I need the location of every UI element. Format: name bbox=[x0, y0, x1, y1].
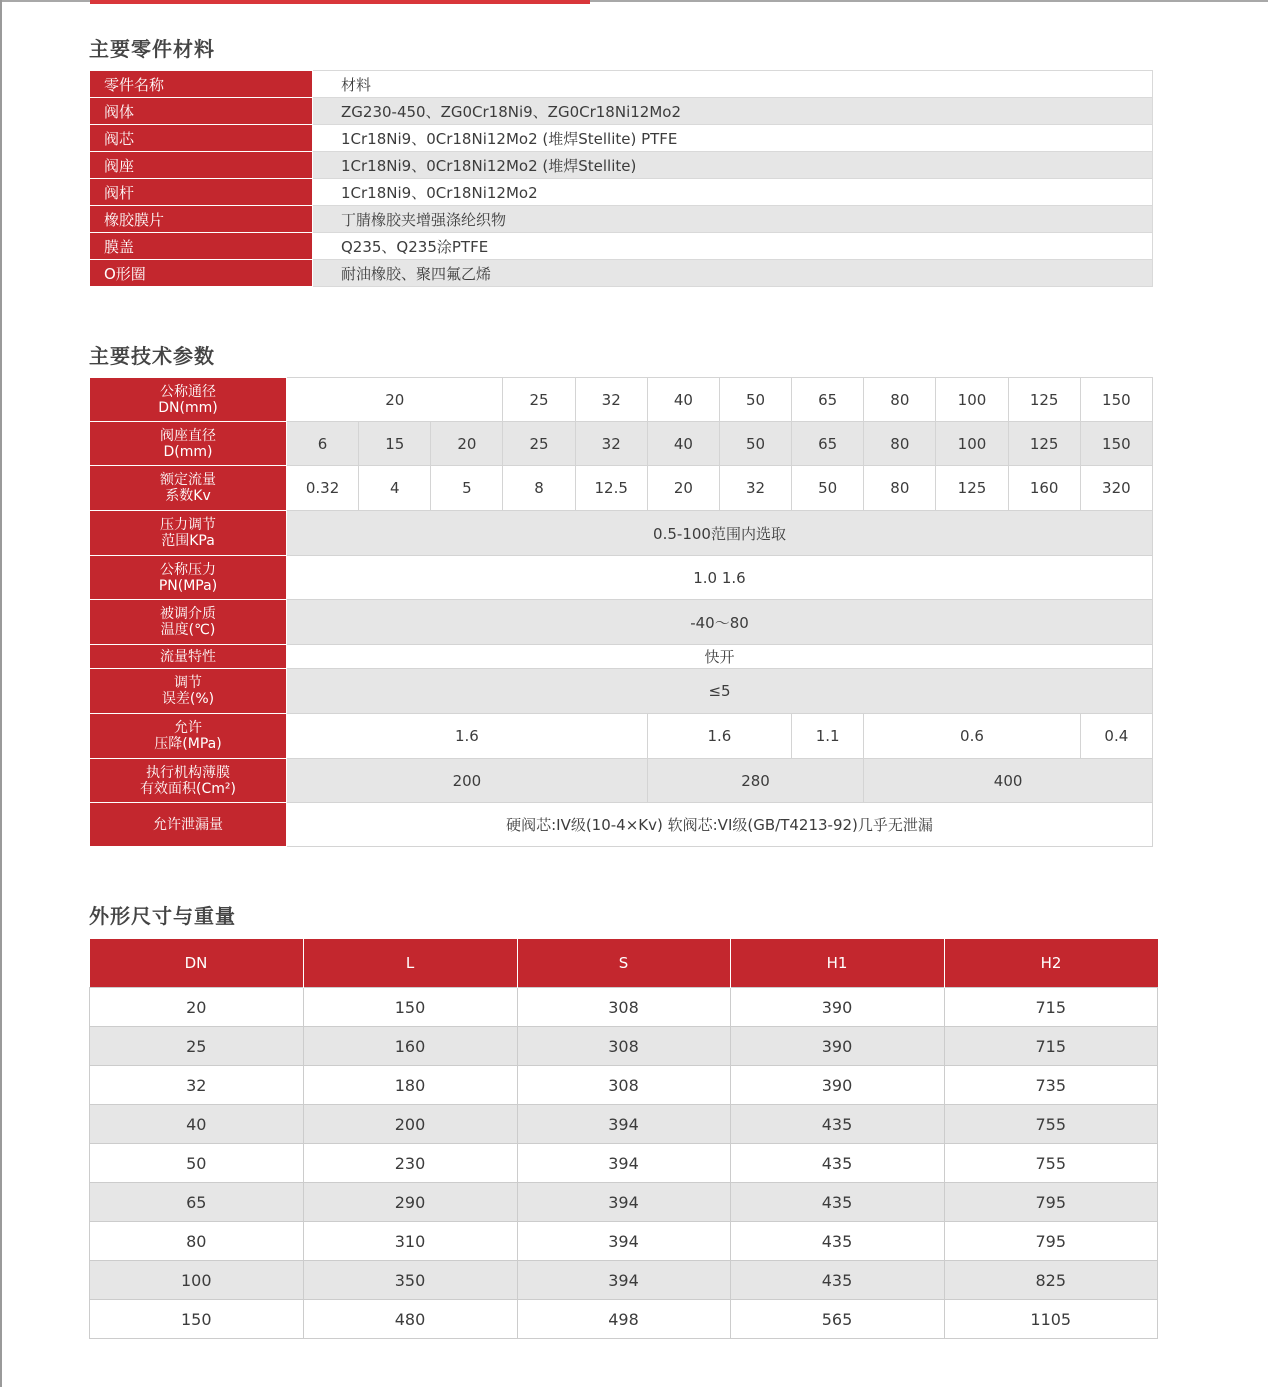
dims-cell: 100 bbox=[90, 1261, 304, 1300]
tech-row-d bbox=[90, 422, 1153, 466]
dims-cell: 290 bbox=[303, 1183, 517, 1222]
dims-cell: 160 bbox=[303, 1027, 517, 1066]
flow-value: 快开 bbox=[287, 645, 1153, 669]
tech-label-pn bbox=[90, 556, 287, 600]
dims-cell: 25 bbox=[90, 1027, 304, 1066]
tech-label-flow bbox=[90, 645, 287, 669]
dn-value: 32 bbox=[575, 378, 647, 422]
dims-row bbox=[90, 1222, 1158, 1261]
label-line: 压降(MPa) bbox=[154, 736, 222, 752]
dims-row bbox=[90, 1300, 1158, 1339]
dims-cell: 308 bbox=[517, 1027, 730, 1066]
tech-row-pn bbox=[90, 556, 1153, 600]
materials-part-name: O形圈 bbox=[90, 260, 313, 287]
dims-header-s: S bbox=[517, 939, 730, 988]
materials-material: 丁腈橡胶夹增强涤纶织物 bbox=[313, 206, 1153, 233]
label-line: 有效面积(Cm²) bbox=[140, 780, 236, 797]
dims-cell: 715 bbox=[944, 1027, 1158, 1066]
dims-row bbox=[90, 1183, 1158, 1222]
tech-label-drop bbox=[90, 714, 287, 759]
tech-label-dn bbox=[90, 378, 287, 422]
materials-title: 主要零件材料 bbox=[89, 37, 215, 61]
dn-value: 125 bbox=[1008, 378, 1080, 422]
dims-header-h1: H1 bbox=[730, 939, 944, 988]
materials-part-name: 阀体 bbox=[90, 98, 313, 125]
dims-cell: 310 bbox=[303, 1222, 517, 1261]
dims-row bbox=[90, 1105, 1158, 1144]
tech-row-temp bbox=[90, 600, 1153, 645]
dims-cell: 308 bbox=[517, 988, 730, 1027]
label-line: D(mm) bbox=[163, 443, 213, 460]
kv-value: 125 bbox=[936, 466, 1008, 511]
dims-cell: 180 bbox=[303, 1066, 517, 1105]
dims-cell: 735 bbox=[944, 1066, 1158, 1105]
d-value: 25 bbox=[503, 422, 575, 466]
materials-row bbox=[90, 125, 1153, 152]
dims-row bbox=[90, 1261, 1158, 1300]
materials-material: 1Cr18Ni9、0Cr18Ni12Mo2 bbox=[313, 179, 1153, 206]
materials-part-name: 阀芯 bbox=[90, 125, 313, 152]
dims-cell: 825 bbox=[944, 1261, 1158, 1300]
error-value: ≤5 bbox=[287, 669, 1153, 714]
dims-row bbox=[90, 1027, 1158, 1066]
tech-label-area bbox=[90, 759, 287, 803]
d-value: 32 bbox=[575, 422, 647, 466]
materials-row bbox=[90, 179, 1153, 206]
dims-cell: 150 bbox=[90, 1300, 304, 1339]
kv-value: 80 bbox=[864, 466, 936, 511]
dims-row bbox=[90, 988, 1158, 1027]
materials-part-name: 橡胶膜片 bbox=[90, 206, 313, 233]
d-value: 150 bbox=[1080, 422, 1152, 466]
label-line: 系数Kv bbox=[165, 488, 211, 504]
kv-value: 320 bbox=[1080, 466, 1152, 511]
tech-row-drop bbox=[90, 714, 1153, 759]
dims-cell: 715 bbox=[944, 988, 1158, 1027]
dims-cell: 390 bbox=[730, 1027, 944, 1066]
dims-cell: 394 bbox=[517, 1183, 730, 1222]
label-line: 温度(℃) bbox=[160, 622, 216, 638]
tech-label-kv bbox=[90, 466, 287, 511]
tech-title: 主要技术参数 bbox=[89, 344, 215, 368]
dims-cell: 350 bbox=[303, 1261, 517, 1300]
tech-label-d bbox=[90, 422, 287, 466]
dims-cell: 498 bbox=[517, 1300, 730, 1339]
materials-material: ZG230-450、ZG0Cr18Ni9、ZG0Cr18Ni12Mo2 bbox=[313, 98, 1153, 125]
kv-value: 5 bbox=[431, 466, 503, 511]
materials-material: 材料 bbox=[313, 71, 1153, 98]
dims-title: 外形尺寸与重量 bbox=[89, 904, 236, 928]
tech-row-dn bbox=[90, 378, 1153, 422]
dims-cell: 390 bbox=[730, 988, 944, 1027]
dims-cell: 394 bbox=[517, 1261, 730, 1300]
kv-value: 50 bbox=[792, 466, 864, 511]
dims-cell: 795 bbox=[944, 1222, 1158, 1261]
kv-value: 160 bbox=[1008, 466, 1080, 511]
label-line: 阀座直径 bbox=[160, 427, 216, 444]
materials-material: 耐油橡胶、聚四氟乙烯 bbox=[313, 260, 1153, 287]
dims-cell: 435 bbox=[730, 1144, 944, 1183]
materials-table bbox=[89, 70, 1153, 287]
dims-cell: 65 bbox=[90, 1183, 304, 1222]
dn-value: 40 bbox=[647, 378, 719, 422]
dn-value: 150 bbox=[1080, 378, 1152, 422]
label-line: 公称通径 bbox=[160, 383, 216, 400]
dn-value: 100 bbox=[936, 378, 1008, 422]
drop-value: 1.1 bbox=[792, 714, 864, 759]
dims-header-h2: H2 bbox=[944, 939, 1158, 988]
accent-bar bbox=[90, 0, 590, 4]
d-value: 65 bbox=[792, 422, 864, 466]
d-value: 125 bbox=[1008, 422, 1080, 466]
materials-part-name: 阀杆 bbox=[90, 179, 313, 206]
dims-cell: 80 bbox=[90, 1222, 304, 1261]
dims-cell: 435 bbox=[730, 1261, 944, 1300]
dims-cell: 230 bbox=[303, 1144, 517, 1183]
tech-label-leak bbox=[90, 803, 287, 847]
tech-table bbox=[89, 377, 1153, 847]
materials-row bbox=[90, 152, 1153, 179]
dims-row bbox=[90, 1144, 1158, 1183]
dims-cell: 50 bbox=[90, 1144, 304, 1183]
dims-cell: 200 bbox=[303, 1105, 517, 1144]
dims-cell: 390 bbox=[730, 1066, 944, 1105]
dims-cell: 435 bbox=[730, 1105, 944, 1144]
dims-cell: 1105 bbox=[944, 1300, 1158, 1339]
tech-row-kv bbox=[90, 466, 1153, 511]
materials-material: Q235、Q235涂PTFE bbox=[313, 233, 1153, 260]
d-value: 80 bbox=[864, 422, 936, 466]
materials-row bbox=[90, 206, 1153, 233]
label-line: 执行机构薄膜 bbox=[146, 764, 230, 781]
dn-value: 50 bbox=[719, 378, 791, 422]
label-line: 公称压力 bbox=[160, 561, 216, 578]
dims-cell: 394 bbox=[517, 1222, 730, 1261]
kv-value: 32 bbox=[719, 466, 791, 511]
temp-value: -40～80 bbox=[287, 600, 1153, 645]
dims-cell: 394 bbox=[517, 1105, 730, 1144]
materials-part-name: 零件名称 bbox=[90, 71, 313, 98]
d-value: 15 bbox=[359, 422, 431, 466]
kv-value: 20 bbox=[647, 466, 719, 511]
materials-row bbox=[90, 233, 1153, 260]
label-line: PN(MPa) bbox=[158, 577, 218, 594]
dims-cell: 32 bbox=[90, 1066, 304, 1105]
dims-cell: 40 bbox=[90, 1105, 304, 1144]
materials-part-name: 阀座 bbox=[90, 152, 313, 179]
dn-value: 20 bbox=[287, 378, 503, 422]
materials-row bbox=[90, 260, 1153, 287]
drop-value: 1.6 bbox=[287, 714, 648, 759]
kv-value: 0.32 bbox=[287, 466, 359, 511]
leak-value: 硬阀芯:IV级(10-4×Kv) 软阀芯:VI级(GB/T4213-92)几乎无泄漏 bbox=[287, 803, 1153, 847]
drop-value: 1.6 bbox=[647, 714, 791, 759]
dims-cell: 435 bbox=[730, 1222, 944, 1261]
dims-row bbox=[90, 1066, 1158, 1105]
area-value: 200 bbox=[287, 759, 648, 803]
area-value: 280 bbox=[647, 759, 863, 803]
materials-part-name: 膜盖 bbox=[90, 233, 313, 260]
kv-value: 12.5 bbox=[575, 466, 647, 511]
dims-table bbox=[89, 939, 1158, 1339]
tech-row-flow bbox=[90, 645, 1153, 669]
dn-value: 65 bbox=[792, 378, 864, 422]
label-line: 误差(%) bbox=[161, 691, 215, 707]
label-line: DN(mm) bbox=[158, 399, 218, 416]
dims-cell: 150 bbox=[303, 988, 517, 1027]
d-value: 20 bbox=[431, 422, 503, 466]
materials-material: 1Cr18Ni9、0Cr18Ni12Mo2 (堆焊Stellite) PTFE bbox=[313, 125, 1153, 152]
label-line: 压力调节 bbox=[160, 517, 216, 533]
dims-cell: 435 bbox=[730, 1183, 944, 1222]
dims-cell: 20 bbox=[90, 988, 304, 1027]
pn-value: 1.0 1.6 bbox=[287, 556, 1153, 600]
d-value: 6 bbox=[287, 422, 359, 466]
dims-cell: 394 bbox=[517, 1144, 730, 1183]
dims-cell: 480 bbox=[303, 1300, 517, 1339]
dims-cell: 755 bbox=[944, 1105, 1158, 1144]
label-line: 流量特性 bbox=[160, 648, 216, 665]
materials-material: 1Cr18Ni9、0Cr18Ni12Mo2 (堆焊Stellite) bbox=[313, 152, 1153, 179]
pressure-range-value: 0.5-100范围内选取 bbox=[287, 511, 1153, 556]
dims-header-l: L bbox=[303, 939, 517, 988]
dims-header-row bbox=[90, 939, 1158, 988]
tech-label-pressure-range bbox=[90, 511, 287, 556]
dims-header-dn: DN bbox=[90, 939, 304, 988]
dims-cell: 755 bbox=[944, 1144, 1158, 1183]
dn-value: 25 bbox=[503, 378, 575, 422]
d-value: 40 bbox=[647, 422, 719, 466]
tech-label-error bbox=[90, 669, 287, 714]
dims-cell: 308 bbox=[517, 1066, 730, 1105]
label-line: 允许 bbox=[174, 720, 202, 736]
tech-row-area bbox=[90, 759, 1153, 803]
left-border bbox=[0, 0, 2, 1387]
d-value: 50 bbox=[719, 422, 791, 466]
kv-value: 4 bbox=[359, 466, 431, 511]
dims-cell: 795 bbox=[944, 1183, 1158, 1222]
label-line: 被调介质 bbox=[160, 606, 216, 622]
dims-cell: 565 bbox=[730, 1300, 944, 1339]
materials-row bbox=[90, 98, 1153, 125]
area-value: 400 bbox=[864, 759, 1153, 803]
label-line: 额定流量 bbox=[160, 472, 216, 488]
label-line: 调节 bbox=[174, 675, 202, 691]
label-line: 范围KPa bbox=[161, 533, 215, 549]
tech-row-pressure-range bbox=[90, 511, 1153, 556]
drop-value: 0.4 bbox=[1080, 714, 1152, 759]
materials-row bbox=[90, 71, 1153, 98]
tech-row-leak bbox=[90, 803, 1153, 847]
label-line: 允许泄漏量 bbox=[153, 816, 223, 833]
kv-value: 8 bbox=[503, 466, 575, 511]
drop-value: 0.6 bbox=[864, 714, 1080, 759]
tech-label-temp bbox=[90, 600, 287, 645]
d-value: 100 bbox=[936, 422, 1008, 466]
tech-row-error bbox=[90, 669, 1153, 714]
dn-value: 80 bbox=[864, 378, 936, 422]
